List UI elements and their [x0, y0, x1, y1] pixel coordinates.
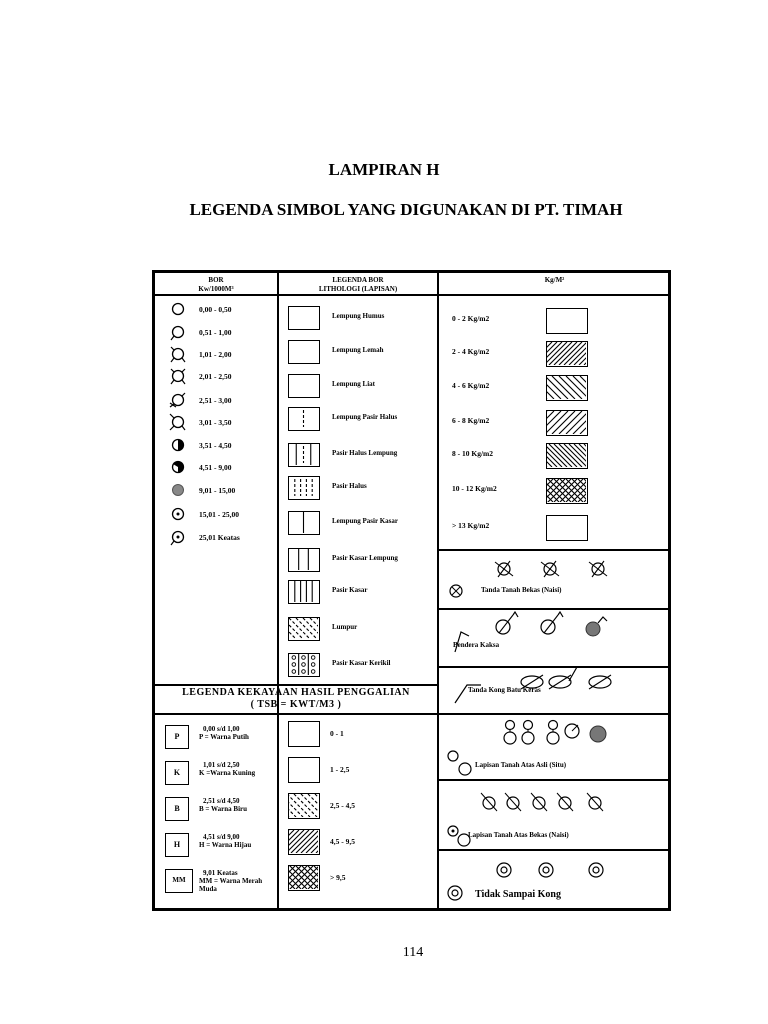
kgm-swatch: [546, 410, 588, 436]
page-subtitle: LEGENDA SIMBOL YANG DIGUNAKAN DI PT. TIMAH: [189, 200, 623, 219]
no-kong-mark-icon: [493, 859, 515, 881]
lithology-label: Pasir Kasar Kerikil: [332, 659, 391, 667]
lithology-swatch: [288, 306, 320, 330]
kekayaan-value: 2,5 - 4,5: [330, 801, 355, 810]
symbol-panel-label: Tidak Sampai Kong: [475, 889, 561, 900]
circle-three-ticks-icon: [169, 367, 189, 387]
page-title: LAMPIRAN H: [328, 160, 440, 179]
kekayaan-range: 1,01 s/d 2,50: [203, 761, 240, 769]
flag-circle-icon: [538, 611, 566, 637]
no-kong-mark-icon: [585, 859, 607, 881]
symbol-panel-label: Tanda Tanah Bekas (Naisi): [481, 586, 562, 594]
kgm-label: 6 - 8 Kg/m2: [452, 416, 490, 425]
kekayaan-letter-box: H: [165, 833, 189, 857]
page-number: 114: [402, 945, 424, 960]
kekayaan-value: 0 - 1: [330, 729, 344, 738]
kekayaan-letter-box: P: [165, 725, 189, 749]
lithology-swatch: [288, 407, 320, 431]
lithology-label: Lempung Lemah: [332, 346, 384, 354]
symbol-panel-label: Bendera Kaksa: [453, 641, 500, 649]
lithology-label: Lempung Pasir Kasar: [332, 517, 398, 525]
crossed-circle-mark-icon: [492, 558, 516, 580]
symbol-panel-label: Lapisan Tanah Atas Asli (Situ): [475, 761, 567, 769]
topsoil-small-icon: [455, 759, 475, 779]
circle-dot-tick-icon: [169, 528, 189, 548]
topsoil-old-mark-icon: [477, 789, 501, 815]
kekayaan-range: 4,51 s/d 9,00: [203, 833, 240, 841]
bor-label: 3,01 - 3,50: [199, 418, 232, 427]
kekayaan-swatch: [288, 721, 320, 747]
kekayaan-swatch: [288, 793, 320, 819]
topsoil-circle-icon: [562, 721, 582, 741]
bor-label: 9,01 - 15,00: [199, 486, 236, 495]
crossed-circle-mark-icon: [586, 558, 610, 580]
circle-gray-filled-icon: [169, 481, 189, 501]
column-divider: [277, 713, 279, 909]
lithology-label: Lumpur: [332, 623, 358, 631]
topsoil-filled-icon: [585, 721, 611, 747]
circle-dot-icon: [169, 505, 189, 525]
flag-line-icon: [453, 628, 471, 654]
circle-one-tick-icon: [169, 323, 189, 343]
kekayaan-range: 2,51 s/d 4,50: [203, 797, 240, 805]
kgm-swatch: [546, 443, 588, 469]
circle-two-ticks-icon: [169, 345, 189, 365]
bor-header: BOR Kw/1000M³: [198, 276, 234, 293]
bor-label: 0,00 - 0,50: [199, 305, 232, 314]
row-divider: [437, 666, 670, 668]
kekayaan-subtitle: ( TSB = KWT/M3 ): [250, 699, 342, 710]
row-divider: [155, 713, 439, 715]
flag-filled-circle-icon: [583, 613, 611, 639]
flag-circle-icon: [493, 611, 521, 637]
kgm-label: 2 - 4 Kg/m2: [452, 347, 490, 356]
kekayaan-swatch: [288, 829, 320, 855]
lithology-swatch: [288, 476, 320, 500]
row-divider: [437, 849, 670, 851]
kekayaan-letter-box: B: [165, 797, 189, 821]
kekayaan-letter-box: MM: [165, 869, 193, 893]
topsoil-marker-icon: [543, 719, 563, 745]
bor-label: 0,51 - 1,00: [199, 328, 232, 337]
lithology-swatch: [288, 340, 320, 364]
topsoil-old-small-icon: [455, 831, 473, 849]
kgm-swatch: [546, 341, 588, 367]
kekayaan-title: LEGENDA KEKAYAAN HASIL PENGGALIAN: [182, 687, 410, 698]
kekayaan-desc: MM = Warna Merah Muda: [199, 877, 263, 893]
topsoil-marker-icon: [518, 719, 538, 745]
kekayaan-desc: P = Warna Putih: [199, 733, 249, 741]
legend-table: [152, 270, 671, 911]
kekayaan-desc: B = Warna Biru: [199, 805, 248, 813]
lithology-label: Pasir Halus: [332, 482, 367, 490]
lithology-swatch: [288, 617, 320, 641]
kekayaan-range: 9,01 Keatas: [203, 869, 238, 877]
bor-label: 3,51 - 4,50: [199, 441, 232, 450]
hard-rock-step-icon: [453, 675, 483, 705]
kgm-swatch: [546, 308, 588, 334]
column-divider: [437, 273, 439, 909]
row-divider: [155, 684, 439, 686]
lithology-swatch: [288, 653, 320, 677]
symbol-panel-label: Lapisan Tanah Atas Bekas (Naisi): [468, 831, 569, 839]
kgm-label: 0 - 2 Kg/m2: [452, 314, 490, 323]
naisi-mark-icon: [447, 582, 465, 600]
lithology-swatch: [288, 443, 320, 467]
kgm-swatch: [546, 478, 588, 504]
circle-quarter-filled-icon: [169, 436, 189, 456]
lithology-swatch: [288, 580, 320, 604]
kekayaan-range: 0,00 s/d 1,00: [203, 725, 240, 733]
kekayaan-letter-box: K: [165, 761, 189, 785]
topsoil-old-mark-icon: [553, 789, 577, 815]
column-divider: [277, 273, 279, 684]
kekayaan-value: > 9,5: [330, 873, 346, 882]
bor-label: 2,01 - 2,50: [199, 372, 232, 381]
bor-label: 1,01 - 2,00: [199, 350, 232, 359]
topsoil-marker-icon: [500, 719, 520, 745]
no-kong-mark-icon: [535, 859, 557, 881]
bor-label: 15,01 - 25,00: [199, 510, 239, 519]
kekayaan-swatch: [288, 757, 320, 783]
row-divider: [437, 549, 670, 551]
row-divider: [437, 779, 670, 781]
kekayaan-desc: K =Warna Kuning: [199, 769, 256, 777]
lithology-swatch: [288, 511, 320, 535]
bor-label: 25,01 Keatas: [199, 533, 240, 542]
topsoil-old-mark-icon: [583, 789, 607, 815]
row-divider: [437, 608, 670, 610]
kgm-label: 10 - 12 Kg/m2: [452, 484, 497, 493]
kekayaan-value: 1 - 2,5: [330, 765, 350, 774]
bor-label: 4,51 - 9,00: [199, 463, 232, 472]
kgm-header: Kg/M²: [544, 276, 565, 284]
row-divider: [437, 713, 670, 715]
lithology-label: Pasir Kasar: [332, 586, 368, 594]
no-kong-icon: [445, 883, 465, 903]
symbol-panel-label: Tanda Kong Batu Keras: [468, 686, 541, 694]
circle-open-icon: [169, 300, 189, 320]
lithology-swatch: [288, 548, 320, 572]
kekayaan-value: 4,5 - 9,5: [330, 837, 355, 846]
lithology-label: Pasir Kasar Lempung: [332, 554, 398, 562]
kekayaan-desc: H = Warna Hijau: [199, 841, 252, 849]
lithology-label: Pasir Halus Lempung: [332, 449, 398, 457]
circle-half-filled-icon: [169, 458, 189, 478]
circle-cross-ticks-icon: [169, 413, 189, 433]
kgm-label: > 13 Kg/m2: [452, 521, 490, 530]
lithology-swatch: [288, 374, 320, 398]
kekayaan-swatch: [288, 865, 320, 891]
hard-rock-step-icon: [567, 661, 597, 683]
lithology-header: LEGENDA BOR LITHOLOGI (LAPISAN): [318, 276, 398, 293]
crossed-circle-mark-icon: [538, 558, 562, 580]
row-divider: [155, 294, 670, 296]
kgm-swatch: [546, 515, 588, 541]
bor-label: 2,51 - 3,00: [199, 396, 232, 405]
topsoil-old-mark-icon: [527, 789, 551, 815]
kgm-label: 8 - 10 Kg/m2: [452, 449, 494, 458]
circle-four-ticks-icon: [169, 391, 189, 411]
topsoil-old-mark-icon: [501, 789, 525, 815]
hard-rock-mark-icon: [517, 671, 547, 693]
lithology-label: Lempung Liat: [332, 380, 375, 388]
lithology-label: Lempung Humus: [332, 312, 385, 320]
lithology-label: Lempung Pasir Halus: [332, 413, 398, 421]
kgm-label: 4 - 6 Kg/m2: [452, 381, 490, 390]
kgm-swatch: [546, 375, 588, 401]
